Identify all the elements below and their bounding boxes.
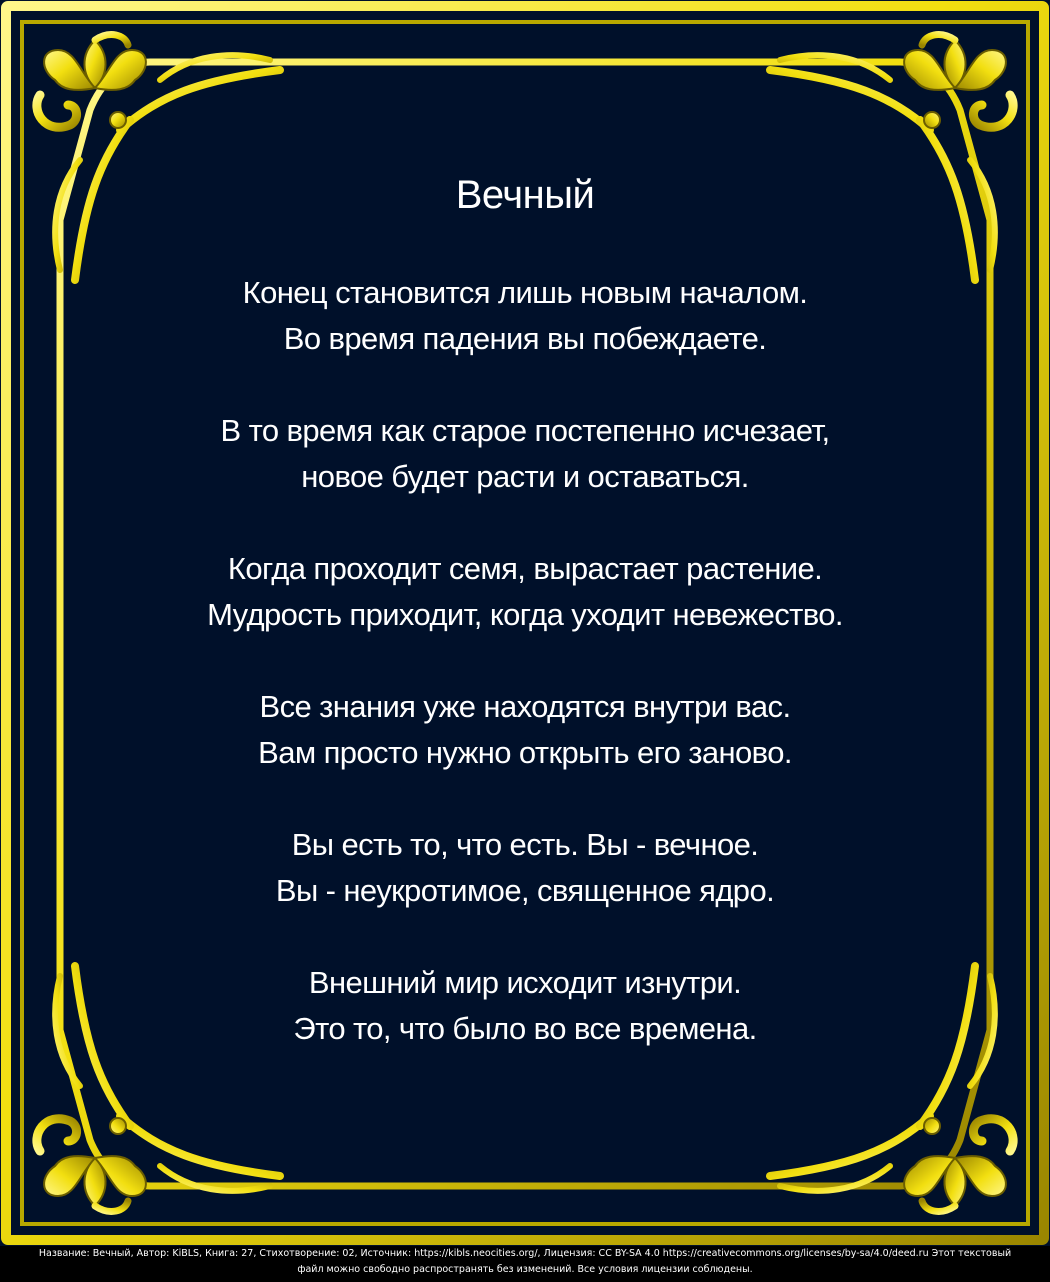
stanza xyxy=(150,684,900,776)
poem-line: Конец становится лишь новым началом. xyxy=(242,275,808,310)
poem-line: Вы есть то, что есть. Вы - вечное. xyxy=(291,827,759,862)
poem xyxy=(150,160,900,1098)
stanza xyxy=(150,546,900,638)
stanza xyxy=(150,270,900,362)
poem-line: Внешний мир исходит изнутри. xyxy=(308,965,742,1000)
stanza xyxy=(150,960,900,1052)
footer-line: Название: Вечный, Автор: KiBLS, Книга: 27, Стихотворение: 02, Источник: https://kibls.neocities.org/, Лицензия: CC BY-SA 4.0 https://creativecommons.org/licenses/by-sa/4.0/deed.ru Этот текстовый xyxy=(38,1248,1012,1259)
footer-line: файл можно свободно распространять без изменений. Все условия лицензии соблюдены. xyxy=(297,1264,753,1275)
stanza xyxy=(150,822,900,914)
poem-line: Во время падения вы побеждаете. xyxy=(283,321,767,356)
poem-line: Мудрость приходит, когда уходит невежество. xyxy=(207,597,843,632)
poem-line: В то время как старое постепенно исчезает, xyxy=(220,413,830,448)
poem-line: Все знания уже находятся внутри вас. xyxy=(259,689,791,724)
poem-line: Когда проходит семя, вырастает растение. xyxy=(227,551,823,586)
stanza xyxy=(150,408,900,500)
license-footer xyxy=(0,1246,1050,1282)
poem-line: Вы - неукротимое, священное ядро. xyxy=(275,873,775,908)
poem-line: новое будет расти и оставаться. xyxy=(301,459,749,494)
poem-line: Это то, что было во все времена. xyxy=(293,1011,757,1046)
poem-title: Вечный xyxy=(455,173,595,217)
poem-line: Вам просто нужно открыть его заново. xyxy=(258,735,792,770)
